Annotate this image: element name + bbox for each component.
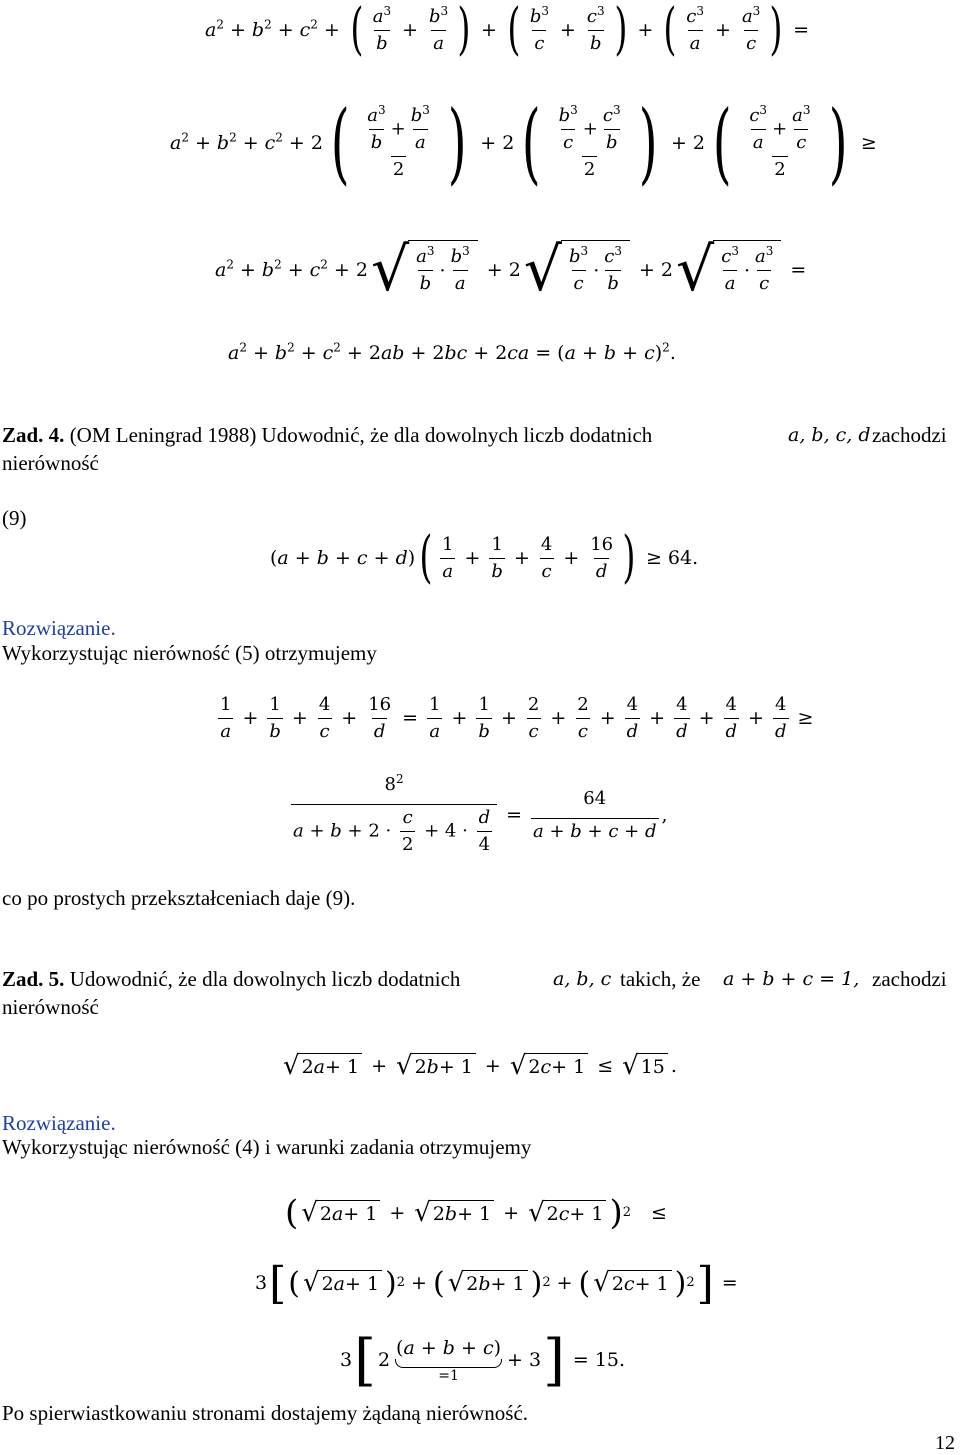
zad5-text-part2: takich, że (620, 967, 701, 991)
zad4-text-part2: zachodzi (872, 423, 947, 447)
zad4-statement-line1 (2, 422, 652, 448)
underbrace-label: =1 (438, 1367, 459, 1384)
derivation-line-4: $a^2$ + $b^2$ + $c^2$ + 2ab + 2bc + 2ca = $(a + b + c)^2$. (228, 340, 676, 364)
zad5-text-line2: nierówność (2, 995, 99, 1019)
zad4-text-line2: nierówność (2, 451, 99, 475)
zad5-solution-intro: Wykorzystując nierówność (4) i warunki zadania otrzymujemy (2, 1135, 532, 1159)
zad4-solution-intro: Wykorzystując nierówność (5) otrzymujemy (2, 641, 377, 665)
zad4-solution-label: Rozwiązanie. (2, 616, 116, 640)
zad4-conclusion: co po prostych przekształceniach daje (9). (2, 886, 356, 910)
zad5-condition: a + b + c = 1, (723, 968, 860, 990)
zad5-text-part3: zachodzi (872, 967, 947, 991)
eq-number-9: (9) (2, 506, 27, 530)
zad5-inequality: √ 2 a + 1 + √ 2 b + 1 + √ 2 c + 1 ≤ √ 15 . (283, 1051, 677, 1081)
derivation-line-1: $a^2$ + $b^2$ + $c^2$ + ( $\frac{a^3}{b}$ + $\frac{b^3}{a}$ ) + ( $\frac{b^3}{c}$ + $\frac{c^3}{b}$ ) + ( $\frac{c^3}{a}$ + $\frac{a^3}{c}$ ) = (205, 0, 810, 62)
zad4-vars: a, b, c, d (788, 424, 871, 446)
zad5-text-part1: Udowodnić, że dla dowolnych liczb dodatnich (69, 967, 461, 991)
zad5-derivation-line-2: 3 [ ( √ 2 a + 1 ) 2 + ( √ 2 b + 1 ) 2 + ( √ 2 c + 1 ) 2 ] = (255, 1257, 738, 1309)
zad5-derivation-line-1: ( √ 2 a + 1 + √ 2 b + 1 + √ 2 c + 1 ) 2 ≤ (285, 1193, 667, 1233)
zad5-label: Zad. 5. (2, 967, 65, 991)
page-number: 12 (935, 1432, 955, 1454)
derivation-line-3: $a^2$ + $b^2$ + $c^2$ + 2 √ $\frac{a^3}{b}$ · $\frac{b^3}{a}$ + 2 √ $\frac{b^3}{c}$ · $\frac{c^3}{b}$ + 2 √ $\frac{c^3}{a}$ · $\frac{a^3}{c}$ = (215, 235, 807, 305)
zad4-derivation-line-2: $8^2$ a + b + 2 · $\frac{c}{2}$ + 4 · $\frac{d}{4}$ = $\frac{64}{a + b + c + d}$ , (293, 772, 668, 855)
inequality-9: (a + b + c + d) ( $\frac{1}{a}$ + $\frac{1}{b}$ + $\frac{4}{c}$ + $\frac{16}{d}$ ) ≥ 64. (270, 525, 699, 590)
zad5-statement-line1 (2, 966, 460, 992)
zad4-label: Zad. 4. (2, 423, 65, 447)
underbrace: (a + b + c) =1 (396, 1336, 502, 1384)
zad5-conclusion: Po spierwiastkowaniu stronami dostajemy żądaną nierówność. (2, 1401, 529, 1425)
zad5-vars: a, b, c (553, 968, 612, 990)
zad5-derivation-line-3: 3 [ 2 (a + b + c) =1 + 3 ] = 15. (340, 1327, 626, 1393)
zad5-solution-label: Rozwiązanie. (2, 1111, 116, 1135)
zad4-derivation-line-1: $\frac{1}{a}$ + $\frac{1}{b}$ + $\frac{4}{c}$ + $\frac{16}{d}$ = $\frac{1}{a}$ + $\frac{1}{b}$ + $\frac{2}{c}$ + $\frac{2}{c}$ + $\frac{4}{d}$ + $\frac{4}{d}$ + $\frac{4}{d}$ + $\frac{4}{d}$ ≥ (220, 693, 814, 742)
derivation-line-2: $a^2$ + $b^2$ + $c^2$ + 2 ( $\frac{a^3}{b}$ + $\frac{b^3}{a}$ 2 ) + 2 ( $\frac{b^3}{c}$ + $\frac{c^3}{b}$ 2 ) + 2 ( $\frac{c^3}{a}$ + $\frac{a^3}{c}$ 2 ) ≥ (170, 91, 877, 194)
zad4-text-part1: (OM Leningrad 1988) Udowodnić, że dla dowolnych liczb dodatnich (69, 423, 653, 447)
